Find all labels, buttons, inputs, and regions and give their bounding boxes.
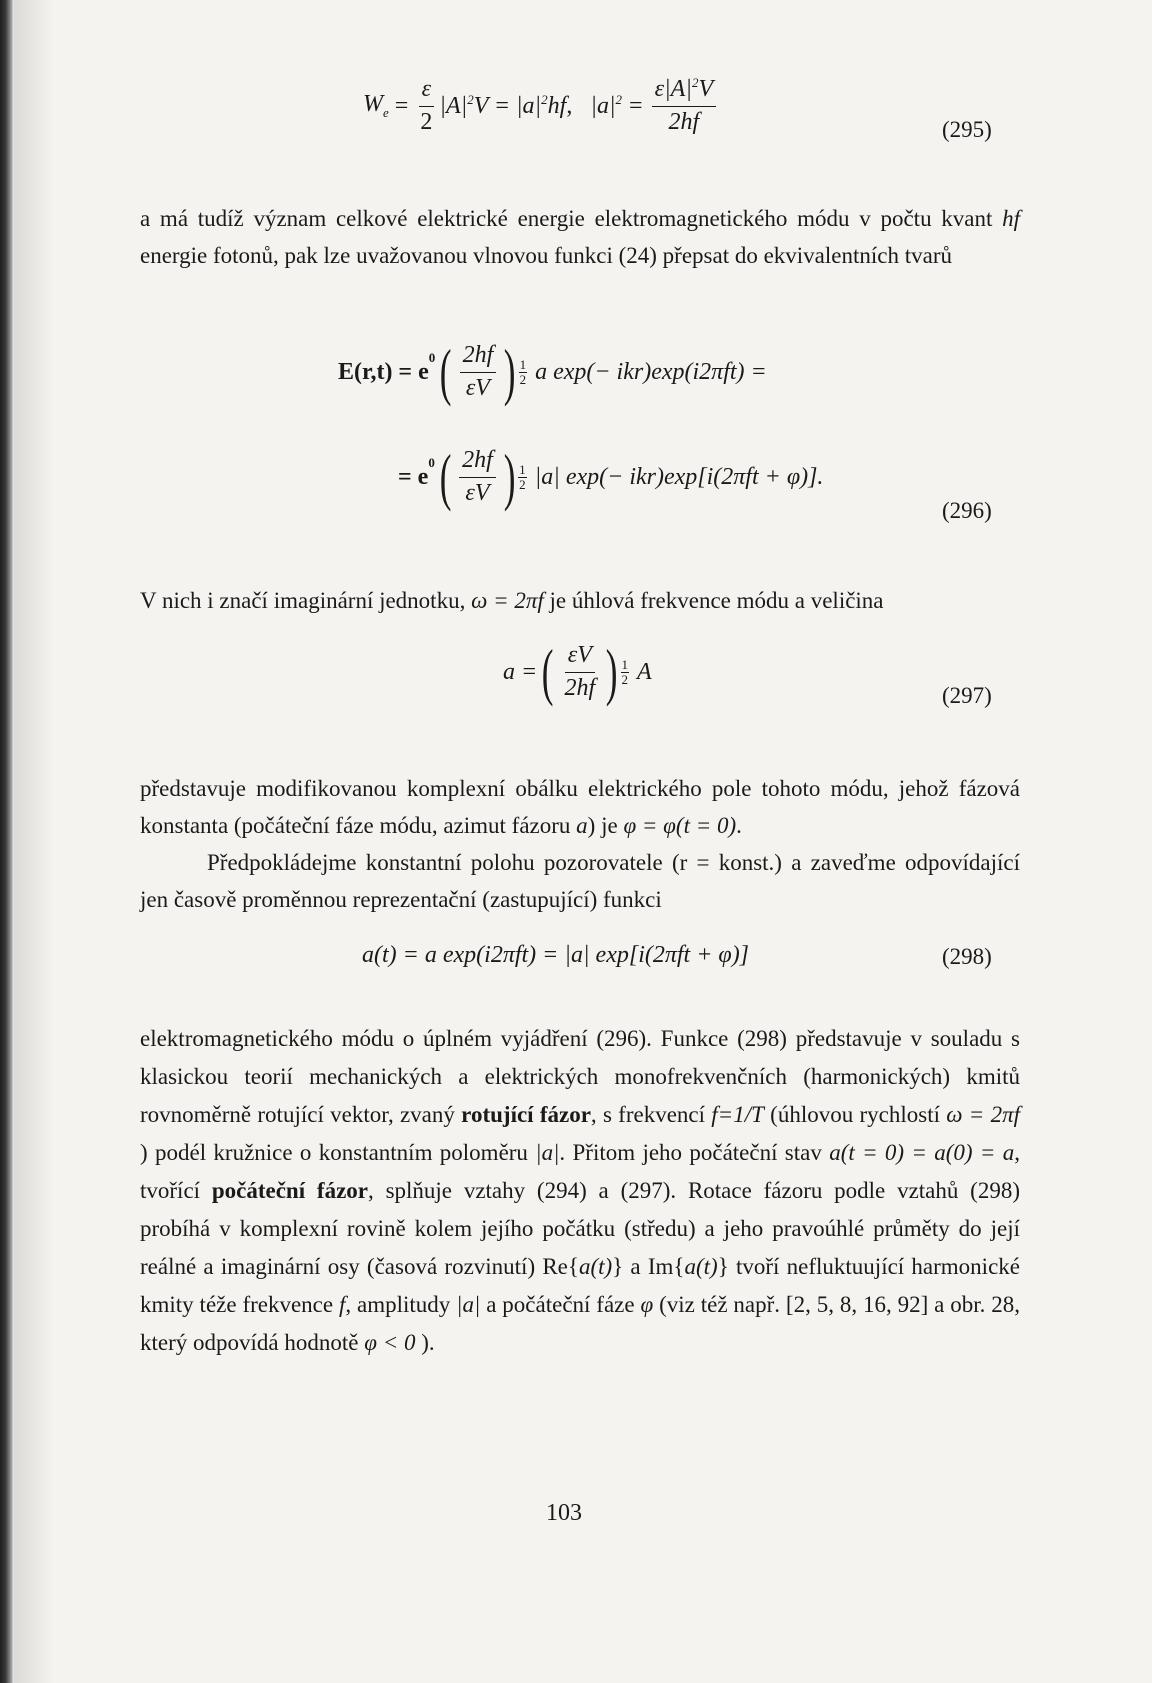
paragraph-4: Předpokládejme konstantní polohu pozorovatele (r = konst.) a zaveďme odpovídající jen časově proměnnou reprezentační (zastupující) funkci bbox=[140, 850, 1021, 912]
equation-number-298: (298) bbox=[942, 944, 992, 969]
paragraph-3: představuje modifikovanou komplexní obálku elektrického pole tohoto módu, jehož fázová konstanta (počáteční fáze módu, azimut fázoru a) je φ = φ(t = 0). bbox=[140, 776, 1020, 838]
eq297-rhs: A bbox=[637, 658, 652, 685]
equation-296-line-1: E(r,t) = e $^0$ ( $\frac{2hf}{\varepsilon V}$ ) $\frac{1}{2}$ a exp(− ikr)exp(i2πft) = bbox=[338, 336, 767, 407]
equation-295 bbox=[363, 76, 719, 136]
eq296-exponent-1: $\frac{1}{2}$ bbox=[519, 356, 527, 387]
equation-297: a = ( $\frac{\varepsilon V}{2hf}$ ) $\frac{1}{2}$ A bbox=[503, 636, 652, 707]
equation-number-295: (295) bbox=[942, 117, 992, 142]
eq295-abs-a-hf: $|a|^2hf$, bbox=[515, 92, 573, 120]
eq295-eq2: = bbox=[489, 92, 515, 119]
equation-296-line-2: = e $^0$ ( $\frac{2hf}{\varepsilon V}$ ) $\frac{1}{2}$ |a| exp(− ikr)exp[i(2πft + φ)]. bbox=[398, 441, 824, 512]
eq296-lhs: E(r,t) = e bbox=[338, 358, 429, 385]
eq296-rhs-2: |a| exp(− ikr)exp[i(2πft + φ)]. bbox=[534, 463, 824, 490]
binding-shadow bbox=[14, 0, 54, 1683]
eq295-abs-a-sq: $|a|^2$ bbox=[590, 92, 623, 120]
eq295-frac-energy: $\frac{\varepsilon|A|^2V}{2hf}$ bbox=[652, 76, 717, 136]
page-number: 103 bbox=[546, 1500, 582, 1526]
equation-number-297: (297) bbox=[942, 683, 992, 708]
eq297-frac: $\frac{\varepsilon V}{2hf}$ bbox=[564, 641, 596, 701]
eq297-exponent: $\frac{1}{2}$ bbox=[621, 656, 628, 687]
eq295-abs-A: $|A|^2V$ bbox=[439, 92, 489, 120]
eq297-lhs: a = bbox=[503, 658, 538, 685]
eq296-frac-2: $\frac{2hf}{\varepsilon V}$ bbox=[459, 447, 496, 507]
eq295-eq3: = bbox=[623, 92, 649, 119]
equation-298 bbox=[362, 942, 749, 969]
eq298-body: a(t) = a exp(i2πft) = |a| exp[i(2πft + φ)] bbox=[362, 942, 750, 968]
paragraph-2: V nich i značí imaginární jednotku, ω = 2πf je úhlová frekvence módu a veličina bbox=[140, 588, 884, 613]
eq295-eq1: = bbox=[388, 92, 415, 119]
eq296-exponent-2: $\frac{1}{2}$ bbox=[519, 461, 526, 492]
eq296-frac-1: $\frac{2hf}{\varepsilon V}$ bbox=[460, 342, 497, 402]
paragraph-5: elektromagnetického módu o úplném vyjádření (296). Funkce (298) představuje v souladu s klasickou teorií mechanických a elektrických monofrekvenčních (harmonických) kmitů rovnoměrně rotující vektor, zvaný rotující fázor, s frekvencí f=1/T (úhlovou rychlostí ω = 2πf ) podél kružnice o konstantním poloměru |a|. Přitom jeho počáteční stav a(t = 0) = a(0) = a, tvořící počáteční fázor, splňuje vztahy (294) a (297). Rotace fázoru podle vztahů (298) probíhá v komplexní rovině kolem jejího počátku (středu) a jeho pravoúhlé průměty do její reálné a imaginární osy (časová rozvinutí) Re{a(t)} a Im{a(t)} tvoří nefluktuující harmonické kmity téže frekvence f, amplitudy |a| a počáteční fáze φ (viz též např. [2, 5, 8, 16, 92] a obr. 28, který odpovídá hodnotě φ < 0 ). bbox=[140, 1026, 1020, 1355]
eq295-lhs: $W_e$ bbox=[363, 91, 389, 120]
eq296-rhs-1: a exp(− ikr)exp(i2πft) = bbox=[535, 358, 767, 385]
book-binding-edge bbox=[0, 0, 14, 1683]
paragraph-1: a má tudíž význam celkové elektrické energie elektromagnetického módu v počtu kvant hf energie fotonů, pak lze uvažovanou vlnovou funkci (24) přepsat do ekvivalentních tvarů bbox=[140, 206, 1020, 268]
eq296-lhs-2: = e bbox=[398, 463, 429, 490]
eq295-frac-eps-2: $\frac{\varepsilon}{2}$ bbox=[420, 76, 433, 135]
equation-number-296: (296) bbox=[942, 498, 992, 523]
